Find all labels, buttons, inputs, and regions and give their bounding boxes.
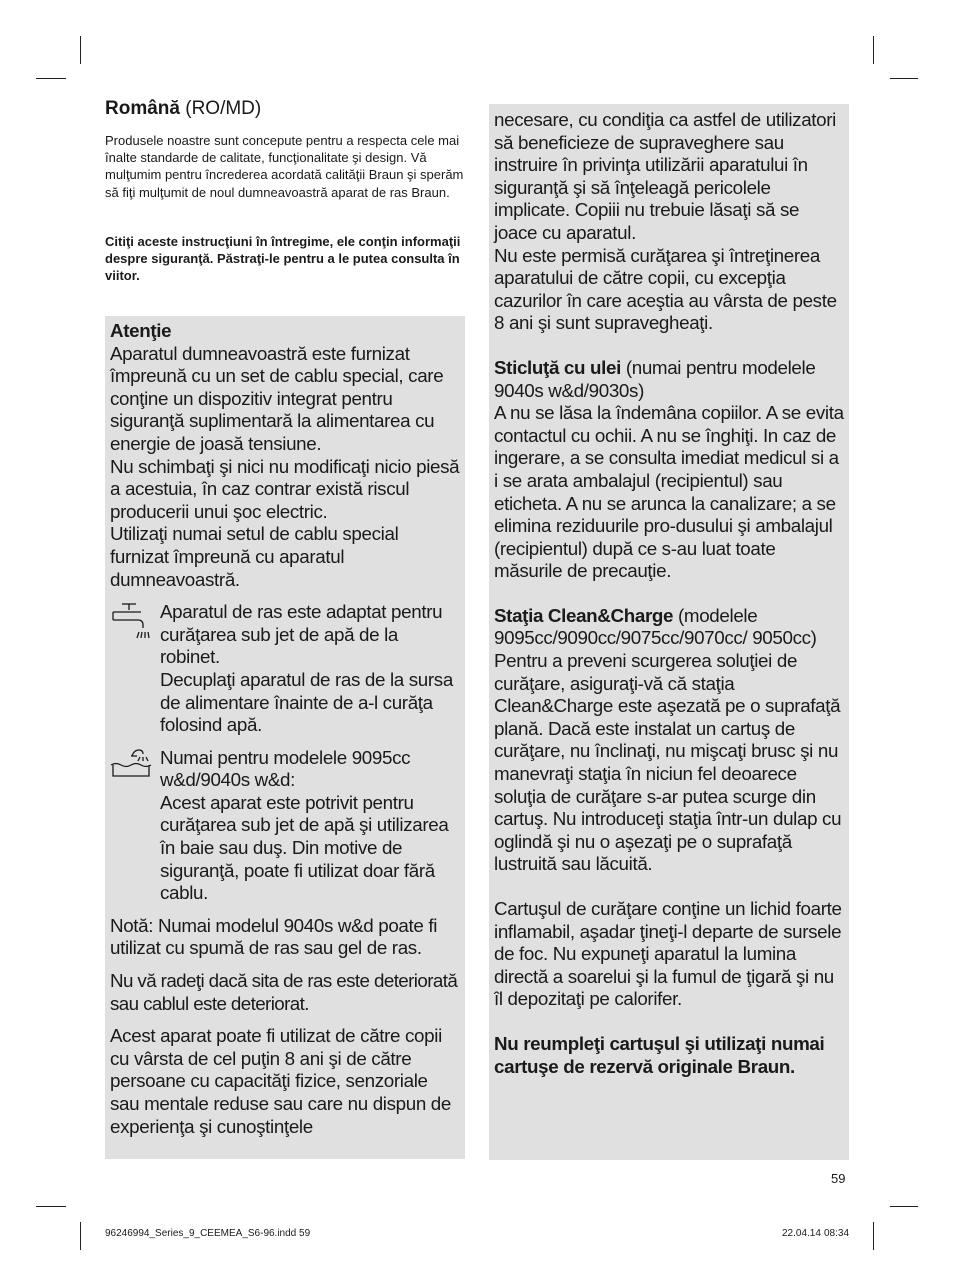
bath-shower-note bbox=[110, 747, 460, 905]
station-heading: Staţia Clean&Charge bbox=[494, 604, 674, 626]
paragraph: Decuplaţi aparatul de ras de la sursa de alimentare înainte de a-l curăţa folosind apă. bbox=[160, 668, 453, 736]
safety-box bbox=[489, 104, 849, 1160]
oil-bottle-section: Sticluţă cu ulei (numai pentru modelele 9040s w&d/9030s) bbox=[494, 356, 816, 401]
attention-box bbox=[105, 316, 465, 1159]
station-section: Staţia Clean&Charge (modelele 9095cc/9090cc/9075cc/9070cc/ 9050cc) bbox=[494, 604, 817, 649]
paragraph: Nu este permisă curăţarea şi întreţinerea aparatului de către copii, cu excepţia cazurilor în care aceştia au vârsta de peste 8 ani şi sunt supravegheaţi. bbox=[494, 244, 837, 334]
crop-mark bbox=[36, 1206, 66, 1207]
paragraph: Nu schimbaţi şi nici nu modificaţi nicio piesă a acestuia, în caz contrar există riscul producerii unui şoc electric. bbox=[110, 455, 460, 522]
crop-mark bbox=[890, 1206, 918, 1207]
bath-shower-icon bbox=[110, 747, 154, 781]
oil-bottle-heading: Sticluţă cu ulei bbox=[494, 356, 621, 378]
intro-text: Produsele noastre sunt concepute pentru a respecta cele mai înalte standarde de calitate, funcţionalitate şi design. Vă mulţumim pentru încrederea acordată calităţii Braun şi sperăm să fiţi mulţumit de noul dumneavoastră aparat de ras Braun. bbox=[105, 133, 464, 200]
paragraph: necesare, cu condiţia ca astfel de utilizatori să beneficieze de supraveghere sau instruire în privinţa utilizării aparatului în siguranţă şi să înţeleagă pericolele implicate. Copiii nu trebuie lăsaţi să se joace cu aparatul. bbox=[494, 109, 836, 243]
paragraph: Pentru a preveni scurgerea soluţiei de curăţare, asiguraţi-vă că staţia Clean&Charge este aşezată pe o suprafaţă plană. Dacă este instalat un cartuş de curăţare, nu înclinaţi, nu mişcaţi brusc şi nu manevraţi staţia în niciun fel deoarece soluţia de curăţare s-ar putea scurge din cartuş. Nu introduceţi staţia într-un dulap cu oglindă şi nu o aşezaţi pe o suprafaţă lustruită sau lăcuită. bbox=[494, 650, 842, 875]
footer-file: 96246994_Series_9_CEEMEA_S6-96.indd 59 bbox=[105, 1228, 311, 1239]
paragraph: Nu vă radeţi dacă sita de ras este deteriorată sau cablul este deteriorat. bbox=[110, 970, 458, 1014]
paragraph: Utilizaţi numai setul de cablu special furnizat împreună cu aparatul dumneavoastră. bbox=[110, 523, 399, 590]
crop-mark bbox=[873, 36, 874, 64]
paragraph: Aparatul dumneavoastră este furnizat împreună cu un set de cablu special, care conţine un dispozitiv integrat pentru siguranţă suplimentară la alimentarea cu energie de joasă tensiune. bbox=[110, 342, 444, 454]
attention-heading: Atenţie bbox=[110, 320, 172, 341]
section-title: Română (RO/MD) bbox=[105, 98, 262, 119]
paragraph: Acest aparat este potrivit pentru curăţarea sub jet de apă şi utilizarea în baie sau duş. Din motive de siguranţă, poate fi utilizat doar fără cablu. bbox=[160, 791, 449, 904]
paragraph: Numai pentru modelele 9095cc w&d/9040s w&d: bbox=[160, 746, 411, 791]
page-number: 59 bbox=[831, 1171, 846, 1186]
paragraph: A nu se lăsa la îndemâna copiilor. A se evita contactul cu ochii. A nu se înghiţi. In caz de ingerare, a se consulta imediat medicul si a i se arata ambalajul (recipientul) sau eticheta. A nu se arunca la canalizare; a se elimina reziduurile pro-dusului şi ambalajul (recipientul) după ce s-au luat toate măsurile de precauţie. bbox=[494, 402, 844, 582]
crop-mark bbox=[80, 36, 81, 64]
refill-warning: Nu reumpleţi cartuşul şi utilizaţi numai cartuşe de rezervă originale Braun. bbox=[494, 1032, 825, 1077]
warning-text: Citiţi aceste instrucţiuni în întregime, ele conţin informaţii despre siguranţă. Păstraţi-le pentru a le putea consulta în viitor. bbox=[105, 234, 461, 284]
tap-water-note bbox=[110, 601, 460, 737]
paragraph: Acest aparat poate fi utilizat de către copii cu vârsta de cel puţin 8 ani şi de către persoane cu capacităţi fizice, senzoriale sau mentale reduse sau care nu dispun de experienţa şi cunoştinţele bbox=[110, 1025, 451, 1137]
footer-date: 22.04.14 bbox=[782, 1228, 821, 1239]
footer-time: 08:34 bbox=[824, 1228, 850, 1239]
tap-water-icon bbox=[110, 601, 154, 645]
crop-mark bbox=[890, 78, 918, 79]
paragraph: Notă: Numai modelul 9040s w&d poate fi utilizat cu spumă de ras sau gel de ras. bbox=[110, 914, 438, 959]
paragraph: Aparatul de ras este adaptat pentru curăţarea sub jet de apă de la robinet. bbox=[160, 601, 443, 668]
crop-mark bbox=[80, 1222, 81, 1250]
crop-mark bbox=[873, 1222, 874, 1250]
paragraph: Cartuşul de curăţare conţine un lichid foarte inflamabil, aşadar ţineţi-l departe de sursele de foc. Nu expuneţi aparatul la lumina directă a soarelui şi la fumul de ţigară şi nu îl depozitaţi pe calorifer. bbox=[494, 898, 842, 1010]
crop-mark bbox=[36, 78, 66, 79]
